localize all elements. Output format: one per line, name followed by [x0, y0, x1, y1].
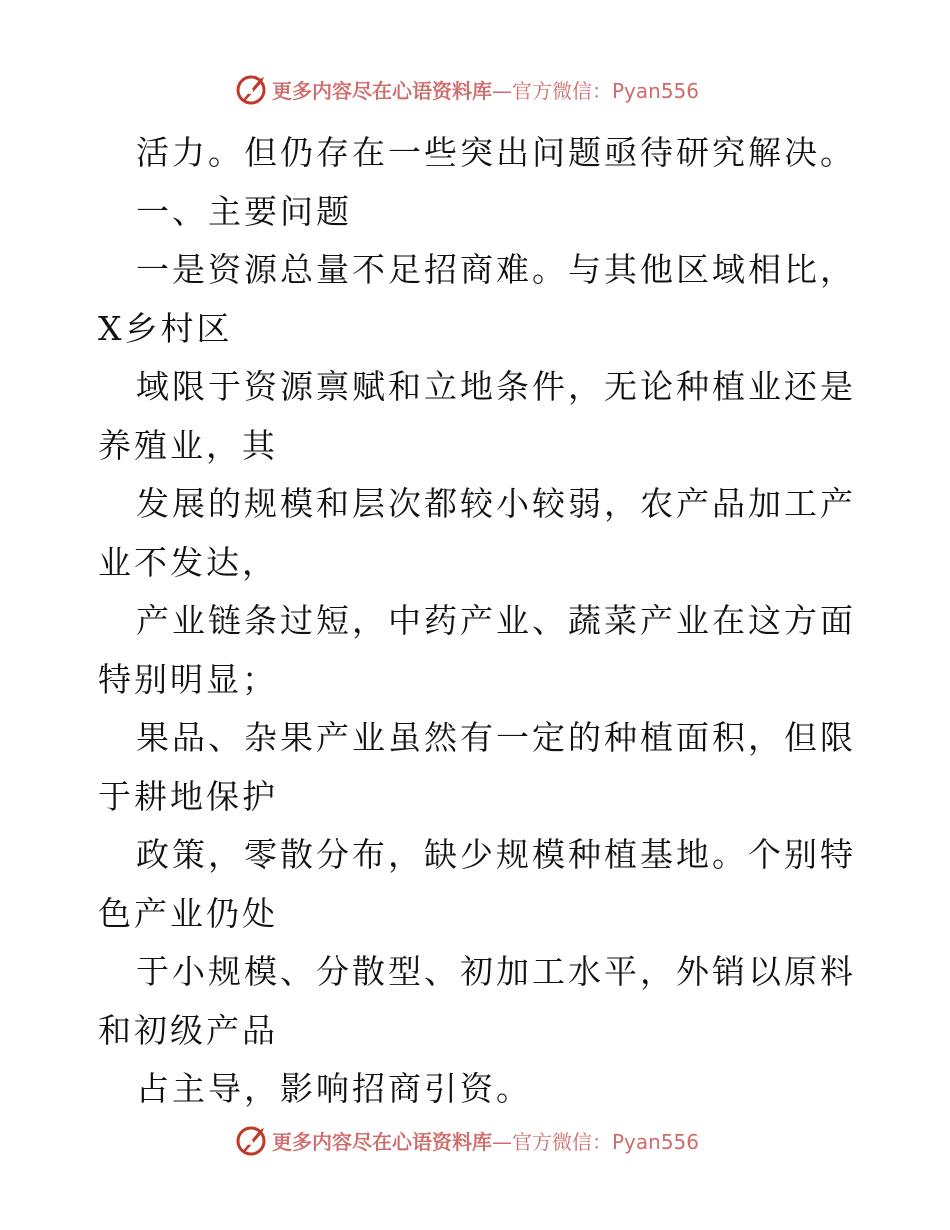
paragraph: 产业链条过短，中药产业、蔬菜产业在这方面特别明显； — [98, 601, 856, 699]
document-body — [98, 124, 858, 1119]
paragraph: 政策，零散分布，缺少规模种植基地。个别特色产业仍处 — [98, 835, 856, 933]
paragraph: 域限于资源禀赋和立地条件，无论种植业还是养殖业，其 — [98, 367, 856, 465]
watermark-header — [236, 72, 699, 106]
paragraph: 一是资源总量不足招商难。与其他区域相比，X乡村区 — [98, 250, 856, 348]
paragraph: 于小规模、分散型、初加工水平，外销以原料和初级产品 — [98, 952, 856, 1050]
paragraph: 果品、杂果产业虽然有一定的种植面积，但限于耕地保护 — [98, 718, 856, 816]
watermark-text: 更多内容尽在心语资料库 — [272, 78, 492, 103]
watermark-wechat: —官方微信：Pyan556 — [492, 78, 700, 103]
watermark-wechat: —官方微信：Pyan556 — [492, 1129, 700, 1154]
quill-logo-icon — [236, 73, 268, 105]
paragraph: 占主导，影响招商引资。 — [136, 1069, 532, 1108]
paragraph: 发展的规模和层次都较小较弱，农产品加工产业不发达， — [98, 484, 856, 582]
quill-logo-icon — [236, 1124, 268, 1156]
watermark-text: 更多内容尽在心语资料库 — [272, 1129, 492, 1154]
watermark-footer — [236, 1123, 699, 1157]
section-heading: 一、主要问题 — [136, 191, 352, 231]
paragraph: 活力。但仍存在一些突出问题亟待研究解决。 — [136, 133, 856, 172]
